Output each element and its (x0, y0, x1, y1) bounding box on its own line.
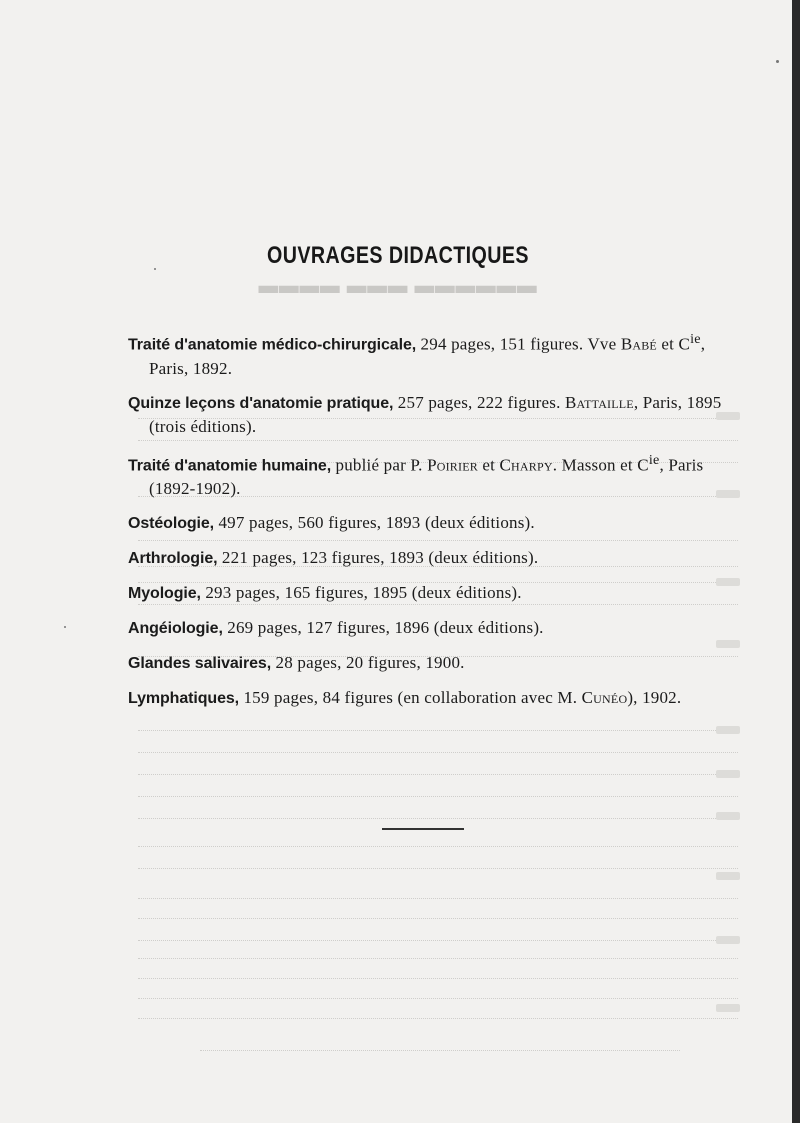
entry-text: . Masson et C (552, 455, 649, 475)
entry-title: Angéiologie, (128, 620, 223, 638)
list-item (128, 651, 728, 675)
entry-title: Quinze leçons d'anatomie pratique, (128, 394, 394, 412)
show-through-line (200, 1050, 680, 1052)
show-through-line (138, 818, 738, 820)
entry-title: Traité d'anatomie médico-chirurgicale, (128, 336, 417, 354)
show-through-line (138, 978, 738, 980)
author-name: Poirier (427, 455, 478, 475)
section-divider (382, 828, 464, 830)
show-through-number (716, 1004, 740, 1012)
show-through-line (138, 730, 738, 732)
author-name: Cunéo (581, 688, 628, 708)
show-through-line (138, 846, 738, 848)
list-item (128, 616, 728, 640)
show-through-line (138, 918, 738, 920)
show-through-line (138, 774, 738, 776)
entry-text: ), 1902. (627, 688, 682, 708)
show-through-line (138, 1018, 738, 1020)
entry-title: Arthrologie, (128, 550, 218, 568)
entry-text: , Paris (1892-1902). (149, 455, 704, 499)
show-through-line (138, 898, 738, 900)
entry-text: 28 pages, 20 figures, 1900. (271, 653, 465, 673)
superscript: ie (648, 451, 660, 468)
show-through-line (138, 796, 738, 798)
list-item (128, 686, 728, 710)
entry-title: Lymphatiques, (128, 690, 240, 708)
entry-title: Glandes salivaires, (128, 655, 272, 673)
publisher-name: Babé (620, 334, 657, 354)
list-item (128, 449, 728, 501)
page-heading: OUVRAGES DIDACTIQUES (267, 242, 529, 269)
author-name: Charpy (499, 455, 553, 475)
show-through-line (138, 998, 738, 1000)
entry-text: 293 pages, 165 figures, 1895 (deux éditions). (200, 583, 522, 603)
entry-text: 159 pages, 84 figures (en collaboration avec M. (239, 688, 582, 708)
list-item (128, 581, 728, 605)
paper-speck (776, 60, 779, 63)
paper-speck (64, 626, 66, 628)
publisher-name: Battaille (565, 392, 634, 412)
show-through-number (716, 872, 740, 880)
show-through-number (716, 770, 740, 778)
entry-text: et (477, 455, 500, 475)
entry-text: 269 pages, 127 figures, 1896 (deux éditions). (222, 618, 544, 638)
show-through-line (138, 940, 738, 942)
show-through-number (716, 726, 740, 734)
list-item (128, 328, 728, 380)
bibliography-list (128, 328, 728, 721)
show-through-number (716, 812, 740, 820)
list-item (128, 391, 728, 438)
show-through-line (138, 868, 738, 870)
entry-text: , Paris, 1895 (trois éditions). (149, 392, 722, 436)
show-through-heading: ▬▬▬▬ ▬▬▬ ▬▬▬▬▬▬ (258, 272, 538, 299)
list-item (128, 546, 728, 570)
entry-title: Myologie, (128, 585, 201, 603)
entry-text: 257 pages, 222 figures. (393, 392, 566, 412)
superscript: ie (690, 331, 701, 347)
show-through-line (138, 958, 738, 960)
show-through-number (716, 936, 740, 944)
scan-edge (792, 0, 800, 1123)
entry-text: publié par P. (331, 455, 428, 475)
entry-text: et C (656, 334, 691, 354)
entry-text: 294 pages, 151 figures. Vve (416, 334, 621, 354)
list-item (128, 511, 728, 535)
entry-text: 497 pages, 560 figures, 1893 (deux éditions). (214, 513, 535, 533)
entry-title: Ostéologie, (128, 515, 215, 533)
entry-title: Traité d'anatomie humaine, (128, 457, 332, 475)
entry-text: 221 pages, 123 figures, 1893 (deux éditions). (217, 548, 539, 568)
show-through-line (138, 752, 738, 754)
entry-text: , Paris, 1892. (149, 334, 706, 378)
